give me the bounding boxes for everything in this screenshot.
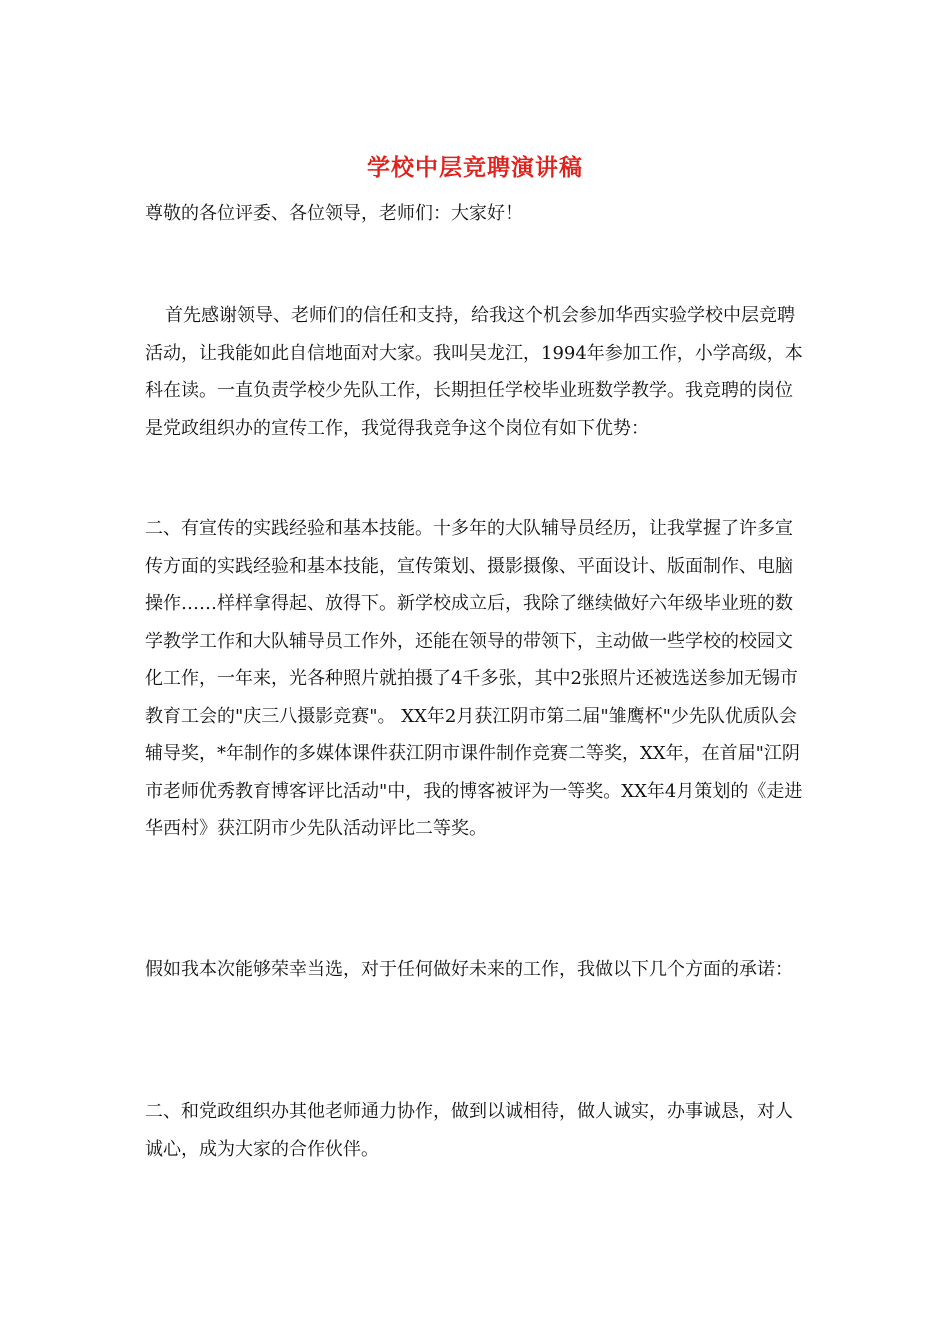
salutation: 尊敬的各位评委、各位领导，老师们：大家好！ [145, 203, 523, 224]
page-title: 学校中层竞聘演讲稿 [367, 154, 583, 181]
paragraph-commitment-intro: 假如我本次能够荣幸当选，对于任何做好未来的工作，我做以下几个方面的承诺： [145, 959, 793, 980]
paragraph-cooperation: 二、和党政组织办其他老师通力协作，做到以诚相待，做人诚实，办事诚恳，对人诚心，成为大家的合作伙伴。 [145, 1101, 793, 1160]
paragraph-introduction: 首先感谢领导、老师们的信任和支持，给我这个机会参加华西实验学校中层竞聘活动，让我能如此自信地面对大家。我叫吴龙江，1994年参加工作，小学高级，本科在读。一直负责学校少先队工作，长期担任学校毕业班数学教学。我竞聘的岗位是党政组织办的宣传工作，我觉得我竞争这个岗位有如下优势： [145, 305, 803, 439]
paragraph-experience: 二、有宣传的实践经验和基本技能。十多年的大队辅导员经历，让我掌握了许多宣传方面的实践经验和基本技能，宣传策划、摄影摄像、平面设计、版面制作、电脑操作……样样拿得起、放得下。新学校成立后，我除了继续做好六年级毕业班的数学教学工作和大队辅导员工作外，还能在领导的带领下，主动做一些学校的校园文化工作，一年来，光各种照片就拍摄了4千多张，其中2张照片还被选送参加无锡市教育工会的"庆三八摄影竞赛"。 XX年2月获江阴市第二届"雏鹰杯"少先队优质队会辅导奖，*年制作的多媒体课件获江阴市课件制作竞赛二等奖，XX年，在首届"江阴市老师优秀教育博客评比活动"中，我的博客被评为一等奖。XX年4月策划的《走进华西村》获江阴市少先队活动评比二等奖。 [145, 518, 803, 839]
